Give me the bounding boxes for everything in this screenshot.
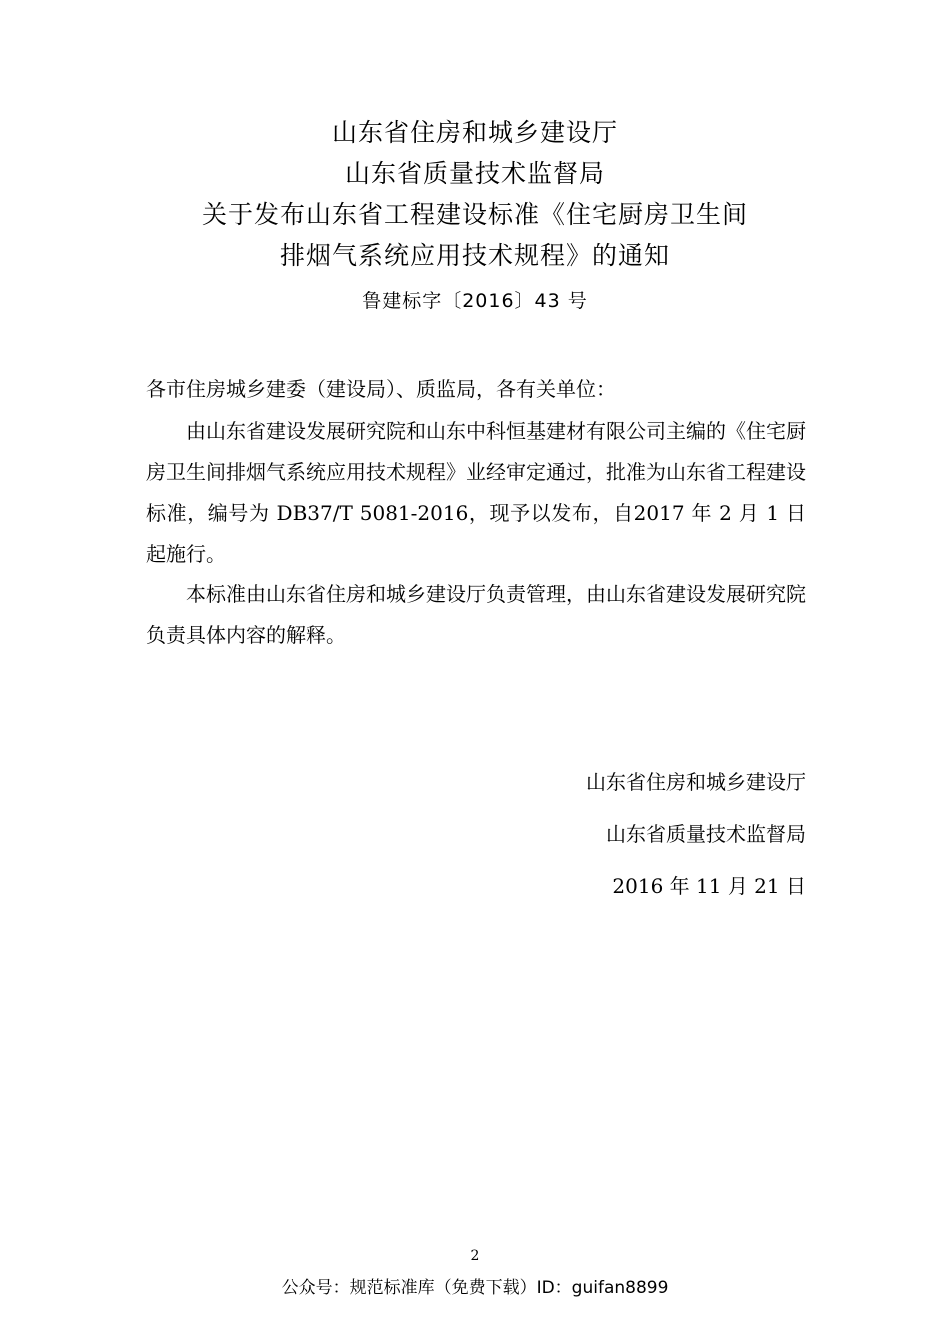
signature-org-2: 山东省质量技术监督局 bbox=[606, 822, 806, 846]
issuer-name-2: 山东省质量技术监督局 bbox=[344, 159, 605, 188]
signature-block bbox=[586, 756, 806, 912]
salutation: 各市住房城乡建委（建设局）、质监局，各有关单位： bbox=[146, 377, 616, 401]
page-number: 2 bbox=[470, 1248, 480, 1264]
notice-title-line-1: 关于发布山东省工程建设标准《住宅厨房卫生间 bbox=[201, 200, 748, 229]
footer-note: 公众号：规范标准库（免费下载）ID：guifan8899 bbox=[281, 1278, 669, 1298]
document-header bbox=[0, 112, 950, 316]
signature-date: 2016 年 11 月 21 日 bbox=[612, 874, 806, 898]
body-paragraph-1: 由山东省建设发展研究院和山东中科恒基建材有限公司主编的《住宅厨房卫生间排烟气系统应用技术规程》业经审定通过，批准为山东省工程建设标准，编号为 DB37/T 5081-2016，现予以发布，自2017 年 2 月 1 日起施行。 bbox=[146, 419, 806, 566]
issuer-name-1: 山东省住房和城乡建设厅 bbox=[331, 118, 618, 147]
signature-org-1: 山东省住房和城乡建设厅 bbox=[586, 770, 806, 794]
body-paragraph-2: 本标准由山东省住房和城乡建设厅负责管理，由山东省建设发展研究院负责具体内容的解释。 bbox=[146, 582, 806, 647]
notice-title-line-2: 排烟气系统应用技术规程》的通知 bbox=[279, 241, 670, 270]
document-number: 鲁建标字〔2016〕43 号 bbox=[362, 290, 588, 312]
